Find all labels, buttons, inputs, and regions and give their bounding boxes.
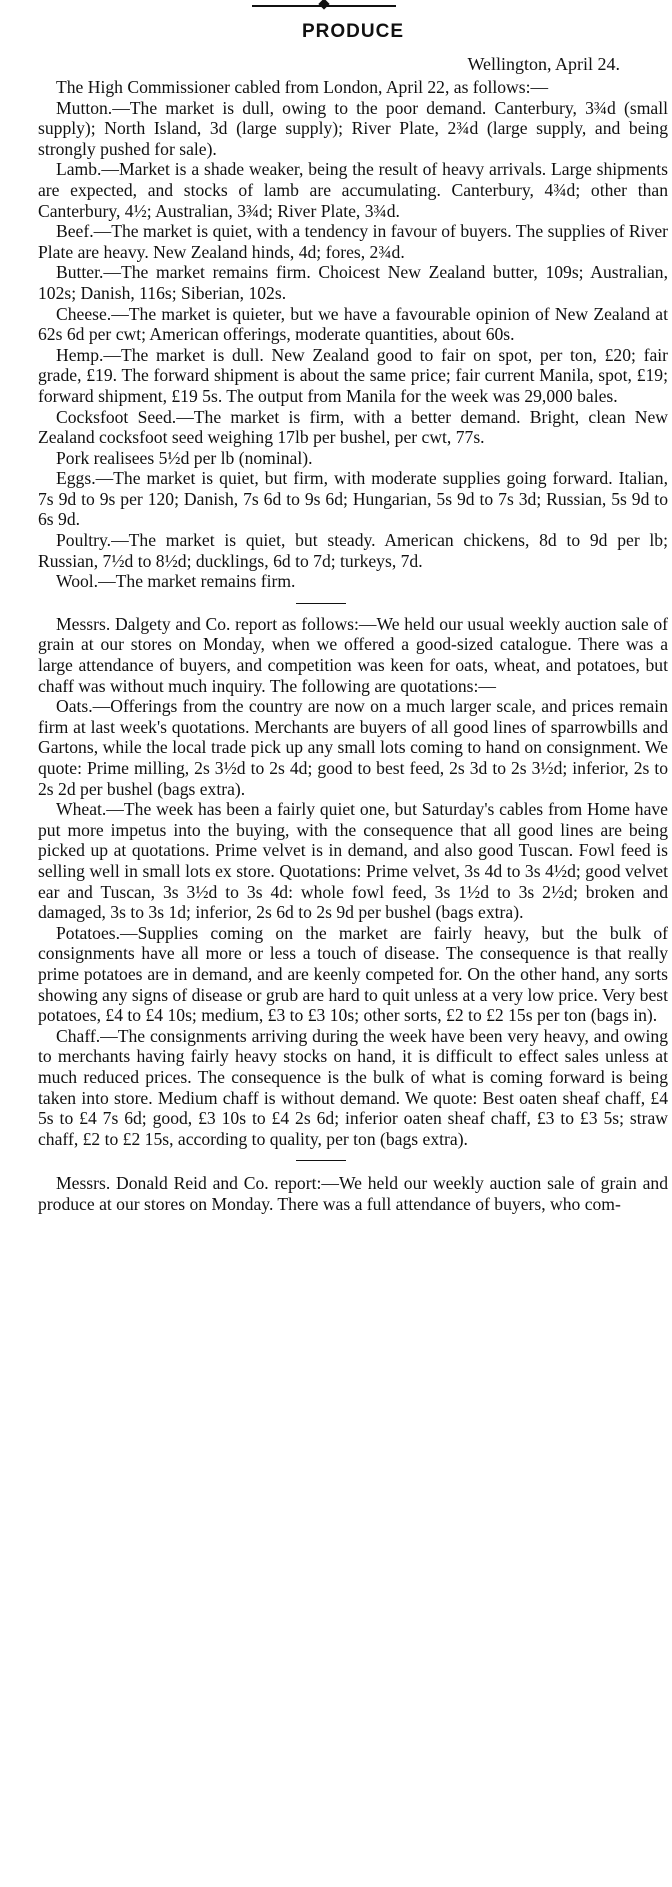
separator-rule bbox=[296, 1160, 346, 1161]
donald-reid-report bbox=[38, 1173, 668, 1214]
paragraph-hemp: Hemp.—The market is dull. New Zealand good to fair on spot, per ton, £20; fair grade, £19. The forward shipment is about the same price; fair current Manila, spot, £19; forward shipment, £19 5s. The output from Manila for the week was 29,000 bales. bbox=[38, 344, 668, 406]
separator-rule bbox=[296, 603, 346, 604]
paragraph-oats: Oats.—Offerings from the country are now on a much larger scale, and prices remain firm at last week's quotations. Merchants are buyers of all good lines of sparrowbills and Gartons, while the local trade pick up any small lots coming to hand on consignment. We quote: Prime milling, 2s 3½d to 2s 4d; good to best feed, 2s 3d to 2s 3½d; inferior, 2s to 2s 2d per bushel (bags extra). bbox=[38, 696, 668, 799]
newspaper-column bbox=[38, 0, 668, 1214]
section-separator bbox=[38, 1149, 668, 1173]
section-separator bbox=[38, 592, 668, 614]
paragraph-pork: Pork realisees 5½d per lb (nominal). bbox=[56, 447, 313, 468]
paragraph-dalgety-intro: Messrs. Dalgety and Co. report as follows:—We held our usual weekly auction sale of grain at our stores on Monday, when we offered a good-sized catalogue. There was a large attendance of buyers, and competition was keen for oats, wheat, and potatoes, but chaff was without much inquiry. The following are quotations:— bbox=[38, 613, 668, 696]
paragraph-eggs: Eggs.—The market is quiet, but firm, with moderate supplies going forward. Italian, 7s 9d to 9s per 120; Danish, 7s 6d to 9s 6d; Hungarian, 5s 9d to 7s 3d; Russian, 5s 9d to 6s 9d. bbox=[38, 468, 668, 530]
paragraph-mutton: Mutton.—The market is dull, owing to the poor demand. Canterbury, 3¾d (small supply); North Island, 3d (large supply); River Plate, 2¾d (large supply, and being strongly pushed for sale). bbox=[38, 97, 668, 159]
paragraph-cheese: Cheese.—The market is quieter, but we have a favourable opinion of New Zealand at 62s 6d per cwt; American offerings, moderate quantities, about 60s. bbox=[38, 303, 668, 345]
paragraph-wheat: Wheat.—The week has been a fairly quiet one, but Saturday's cables from Home have put more impetus into the buying, with the consequence that all good lines are being picked up at quotations. Prime velvet is in demand, and also good Tuscan. Fowl feed is selling well in small lots ex store. Quotations: Prime velvet, 3s 4d to 3s 4½d; good velvet ear and Tuscan, 3s 3½d to 3s 4d: whole fowl feed, 3s 1½d to 3s 2½d; broken and damaged, 3s to 3s 1d; inferior, 2s 6d to 2s 9d per bushel (bags extra). bbox=[38, 799, 668, 923]
paragraph-lamb: Lamb.—Market is a shade weaker, being the result of heavy arrivals. Large shipments are expected, and stocks of lamb are accumulating. Canterbury, 4¾d; other than Canterbury, 4½; Australian, 3¾d; River Plate, 3¾d. bbox=[38, 159, 668, 221]
paragraph-donald-reid-intro: Messrs. Donald Reid and Co. report:—We held our weekly auction sale of grain and produce at our stores on Monday. There was a full attendance of buyers, who com- bbox=[38, 1173, 668, 1214]
paragraph-beef: Beef.—The market is quiet, with a tendency in favour of buyers. The supplies of River Plate are heavy. New Zealand hinds, 4d; fores, 2¾d. bbox=[38, 221, 668, 262]
high-commissioner-report bbox=[38, 77, 668, 592]
section-heading: PRODUCE bbox=[301, 21, 404, 42]
paragraph-wool: Wool.—The market remains firm. bbox=[56, 571, 296, 592]
paragraph-butter: Butter.—The market remains firm. Choicest New Zealand butter, 109s; Australian, 102s; Danish, 116s; Siberian, 102s. bbox=[38, 262, 668, 303]
paragraph-intro: The High Commissioner cabled from London, April 22, as follows:— bbox=[56, 77, 549, 97]
top-ornament-rule bbox=[38, 0, 668, 12]
diamond-ornament-icon bbox=[318, 0, 329, 10]
paragraph-cocksfoot-seed: Cocksfoot Seed.—The market is firm, with a better demand. Bright, clean New Zealand cocksfoot seed weighing 17lb per bushel, per cwt, 77s. bbox=[38, 406, 668, 448]
paragraph-poultry: Poultry.—The market is quiet, but steady. American chickens, 8d to 9d per lb; Russian, 7½d to 8½d; ducklings, 6d to 7d; turkeys, 7d. bbox=[38, 530, 668, 571]
dalgety-report bbox=[38, 614, 668, 1149]
dateline: Wellington, April 24. bbox=[467, 54, 620, 74]
paragraph-potatoes: Potatoes.—Supplies coming on the market are fairly heavy, but the bulk of consignments have all more or less a touch of disease. The consequence is that really prime potatoes are in demand, and are keenly competed for. On the other hand, any sorts showing any signs of disease or grub are hard to quit unless at a very low price. Very best potatoes, £4 to £4 10s; medium, £3 to £3 10s; other sorts, £2 to £2 15s per ton (bags in). bbox=[38, 922, 668, 1026]
paragraph-chaff: Chaff.—The consignments arriving during the week have been very heavy, and owing to merchants having fairly heavy stocks on hand, it is difficult to effect sales unless at much reduced prices. The consequence is the bulk of what is coming forward is being taken into store. Medium chaff is without demand. We quote: Best oaten sheaf chaff, £4 5s to £4 7s 6d; good, £3 10s to £4 2s 6d; inferior oaten sheaf chaff, £3 to £3 5s; straw chaff, £2 to £2 15s, according to quality, per ton (bags extra). bbox=[38, 1025, 668, 1149]
